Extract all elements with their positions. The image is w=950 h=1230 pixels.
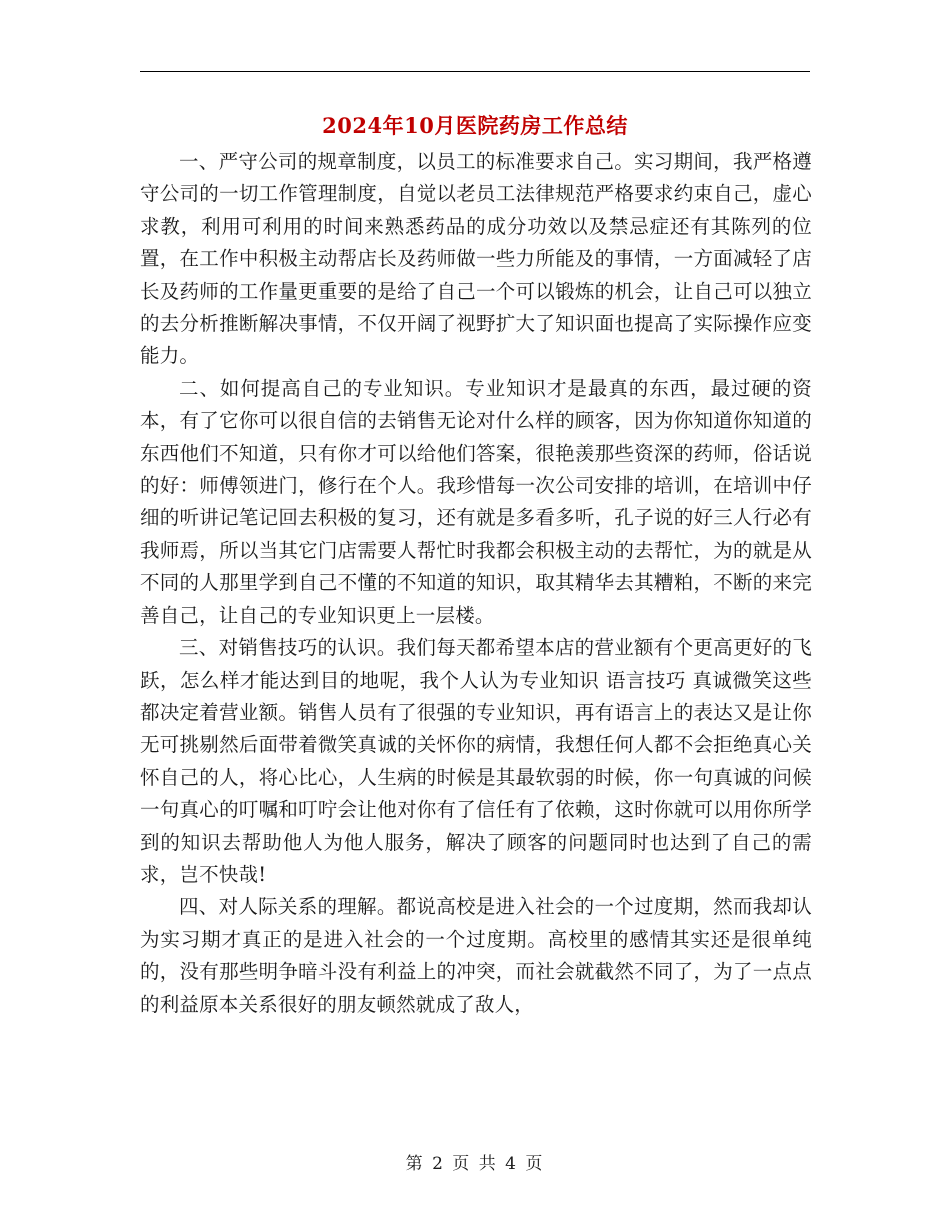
paragraph-2: 二、如何提高自己的专业知识。专业知识才是最真的东西，最过硬的资本，有了它你可以很自信的去销售无论对什么样的顾客，因为你知道你知道的东西他们不知道，只有你才可以给他们答案，很艳羡那些资深的药师，俗话说的好：师傅领进门，修行在个人。我珍惜每一次公司安排的培训，在培训中仔细的听讲记笔记回去积极的复习，还有就是多看多听，孔子说的好三人行必有我师焉，所以当其它门店需要人帮忙时我都会积极主动的去帮忙，为的就是从不同的人那里学到自己不懂的不知道的知识，取其精华去其糟粕，不断的来完善自己，让自己的专业知识更上一层楼。 xyxy=(140,376,812,627)
document-body xyxy=(140,146,812,1021)
paragraph-1: 一、严守公司的规章制度，以员工的标准要求自己。实习期间，我严格遵守公司的一切工作管理制度，自觉以老员工法律规范严格要求约束自己，虚心求教，利用可利用的时间来熟悉药品的成分功效以及禁忌症还有其陈列的位置，在工作中积极主动帮店长及药师做一些力所能及的事情，一方面减轻了店长及药师的工作量更重要的是给了自己一个可以锻炼的机会，让自己可以独立的去分析推断解决事情，不仅开阔了视野扩大了知识面也提高了实际操作应变能力。 xyxy=(140,150,812,368)
paragraph-4: 四、对人际关系的理解。都说高校是进入社会的一个过度期，然而我却认为实习期才真正的是进入社会的一个过度期。高校里的感情其实还是很单纯的，没有那些明争暗斗没有利益上的冲突，而社会就截然不同了，为了一点点的利益原本关系很好的朋友顿然就成了敌人， xyxy=(140,895,812,1016)
paragraph-3: 三、对销售技巧的认识。我们每天都希望本店的营业额有个更高更好的飞跃，怎么样才能达到目的地呢，我个人认为专业知识 语言技巧 真诚微笑这些都决定着营业额。销售人员有了很强的专业知识，再有语言上的表达又是让你无可挑剔然后面带着微笑真诚的关怀你的病情，我想任何人都不会拒绝真心关怀自己的人，将心比心，人生病的时候是其最软弱的时候，你一句真诚的问候一句真心的叮嘱和叮咛会让他对你有了信任有了依赖，这时你就可以用你所学到的知识去帮助他人为他人服务，解决了顾客的问题同时也达到了自己的需求，岂不快哉! xyxy=(140,636,812,886)
header-rule xyxy=(140,71,810,72)
page-number-footer: 第 2 页 共 4 页 xyxy=(405,1154,545,1174)
document-title: 2024年10月医院药房工作总结 xyxy=(322,113,628,138)
